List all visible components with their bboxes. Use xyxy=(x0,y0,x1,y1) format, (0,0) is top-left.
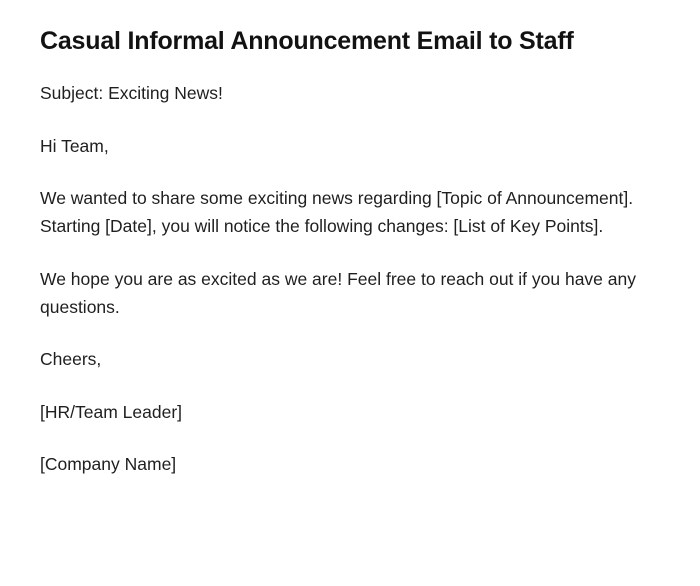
email-greeting: Hi Team, xyxy=(40,135,109,156)
email-paragraph-closing-note: We hope you are as excited as we are! Feel free to reach out if you have any questions. xyxy=(40,268,636,317)
email-paragraph-announcement: We wanted to share some exciting news regarding [Topic of Announcement]. Starting [Date], you will notice the following changes: [List of Key Points]. xyxy=(40,187,634,237)
page-title: Casual Informal Announcement Email to Staff xyxy=(40,27,574,55)
email-sender-role: [HR/Team Leader] xyxy=(40,401,183,422)
email-subject-line: Subject: Exciting News! xyxy=(40,83,223,104)
email-company-name: [Company Name] xyxy=(40,454,177,474)
document-body xyxy=(40,79,660,478)
email-signoff: Cheers, xyxy=(40,349,102,370)
